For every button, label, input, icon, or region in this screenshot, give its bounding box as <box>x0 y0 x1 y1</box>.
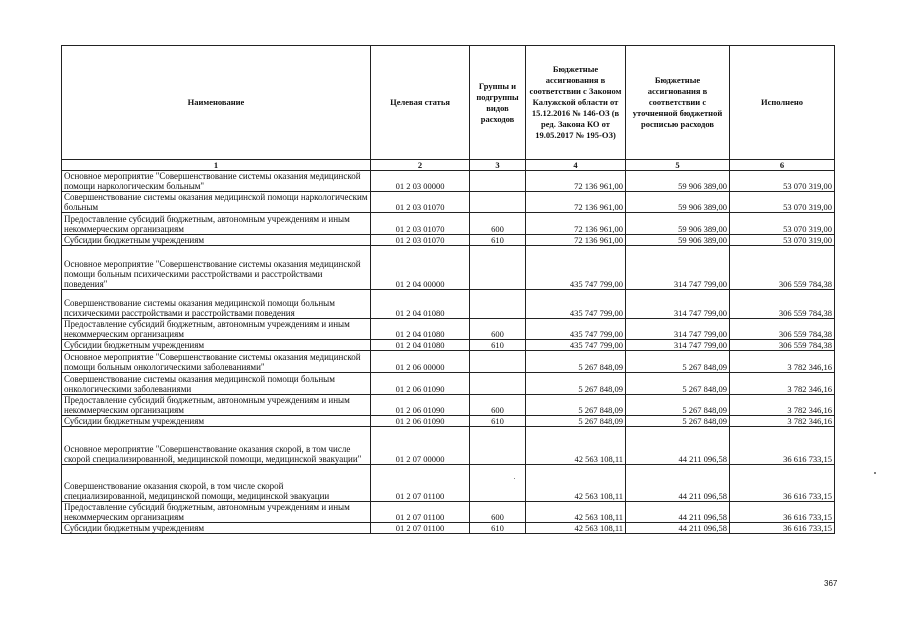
header-refined-allocations: Бюджетные ассигнования в соответствии с уточненной бюджетной росписью расходов <box>626 46 730 160</box>
row-target-article: 01 2 04 01080 <box>371 290 470 319</box>
row-law-allocation: 42 563 108,11 <box>526 523 626 534</box>
table-row <box>62 246 835 290</box>
column-number: 6 <box>730 160 835 171</box>
row-target-article: 01 2 03 00000 <box>371 171 470 192</box>
row-name: Предоставление субсидий бюджетным, автономным учреждениям и иным некоммерческим организациям <box>62 502 371 523</box>
row-name: Основное мероприятие "Совершенствование системы оказания медицинской помощи больным психическими расстройствами и расстройствами поведения" <box>62 246 371 290</box>
table-row <box>62 290 835 319</box>
row-name: Предоставление субсидий бюджетным, автономным учреждениям и иным некоммерческим организациям <box>62 319 371 340</box>
row-name: Совершенствование оказания скорой, в том числе скорой специализированной, медицинской помощи, медицинской эвакуации <box>62 465 371 502</box>
header-executed: Исполнено <box>730 46 835 160</box>
row-expense-group: 610 <box>470 416 526 427</box>
row-target-article: 01 2 04 00000 <box>371 246 470 290</box>
row-target-article: 01 2 06 00000 <box>371 351 470 373</box>
row-executed: 53 070 319,00 <box>730 171 835 192</box>
row-executed: 306 559 784,38 <box>730 340 835 351</box>
table-row <box>62 523 835 534</box>
row-refined-allocation: 314 747 799,00 <box>626 340 730 351</box>
row-name: Субсидии бюджетным учреждениям <box>62 416 371 427</box>
row-law-allocation: 435 747 799,00 <box>526 246 626 290</box>
column-number: 4 <box>526 160 626 171</box>
row-refined-allocation: 59 906 389,00 <box>626 213 730 235</box>
row-name: Совершенствование системы оказания медицинской помощи больным психическими расстройствами и расстройствами поведения <box>62 290 371 319</box>
table-row <box>62 192 835 213</box>
row-refined-allocation: 59 906 389,00 <box>626 171 730 192</box>
row-name: Субсидии бюджетным учреждениям <box>62 235 371 246</box>
header-name: Наименование <box>62 46 371 160</box>
table-row <box>62 465 835 502</box>
row-expense-group: 600 <box>470 502 526 523</box>
row-executed: 3 782 346,16 <box>730 416 835 427</box>
row-expense-group <box>470 427 526 465</box>
row-refined-allocation: 44 211 096,58 <box>626 427 730 465</box>
row-target-article: 01 2 07 01100 <box>371 523 470 534</box>
row-refined-allocation: 5 267 848,09 <box>626 395 730 416</box>
row-refined-allocation: 59 906 389,00 <box>626 192 730 213</box>
row-target-article: 01 2 07 01100 <box>371 465 470 502</box>
page-number: 367 <box>824 579 838 588</box>
row-executed: 3 782 346,16 <box>730 373 835 395</box>
table-row <box>62 416 835 427</box>
table-row <box>62 235 835 246</box>
row-name: Совершенствование системы оказания медицинской помощи наркологическим больным <box>62 192 371 213</box>
table-row <box>62 319 835 340</box>
row-refined-allocation: 5 267 848,09 <box>626 351 730 373</box>
row-target-article: 01 2 04 01080 <box>371 319 470 340</box>
table-row <box>62 340 835 351</box>
row-target-article: 01 2 07 00000 <box>371 427 470 465</box>
column-number: 1 <box>62 160 371 171</box>
scan-speck <box>514 478 515 479</box>
row-expense-group <box>470 246 526 290</box>
table-row <box>62 395 835 416</box>
row-law-allocation: 72 136 961,00 <box>526 192 626 213</box>
header-row <box>62 46 835 160</box>
table-row <box>62 351 835 373</box>
row-executed: 306 559 784,38 <box>730 246 835 290</box>
row-law-allocation: 5 267 848,09 <box>526 351 626 373</box>
header-law-allocations: Бюджетные ассигнования в соответствии с Законом Калужской области от 15.12.2016 № 146-ОЗ (в ред. Закона КО от 19.05.2017 № 195-ОЗ) <box>526 46 626 160</box>
row-law-allocation: 42 563 108,11 <box>526 502 626 523</box>
row-expense-group: 610 <box>470 340 526 351</box>
table-row <box>62 427 835 465</box>
row-target-article: 01 2 03 01070 <box>371 192 470 213</box>
table-body <box>62 171 835 534</box>
row-executed: 36 616 733,15 <box>730 465 835 502</box>
row-refined-allocation: 314 747 799,00 <box>626 246 730 290</box>
row-expense-group <box>470 373 526 395</box>
row-name: Основное мероприятие "Совершенствование системы оказания медицинской помощи больным онкологическими заболеваниями" <box>62 351 371 373</box>
table-row <box>62 213 835 235</box>
row-expense-group <box>470 171 526 192</box>
row-name: Совершенствование системы оказания медицинской помощи больным онкологическими заболеваниями <box>62 373 371 395</box>
row-name: Субсидии бюджетным учреждениям <box>62 340 371 351</box>
row-name: Предоставление субсидий бюджетным, автономным учреждениям и иным некоммерческим организациям <box>62 395 371 416</box>
row-refined-allocation: 44 211 096,58 <box>626 502 730 523</box>
row-expense-group: 600 <box>470 213 526 235</box>
row-law-allocation: 5 267 848,09 <box>526 416 626 427</box>
row-expense-group <box>470 351 526 373</box>
row-expense-group: 600 <box>470 319 526 340</box>
column-number: 3 <box>470 160 526 171</box>
row-law-allocation: 435 747 799,00 <box>526 319 626 340</box>
header-expense-groups: Группы и подгруппы видов расходов <box>470 46 526 160</box>
row-target-article: 01 2 06 01090 <box>371 395 470 416</box>
row-refined-allocation: 314 747 799,00 <box>626 290 730 319</box>
row-law-allocation: 5 267 848,09 <box>526 395 626 416</box>
row-refined-allocation: 59 906 389,00 <box>626 235 730 246</box>
row-executed: 53 070 319,00 <box>730 235 835 246</box>
row-law-allocation: 42 563 108,11 <box>526 427 626 465</box>
row-expense-group <box>470 192 526 213</box>
row-law-allocation: 72 136 961,00 <box>526 213 626 235</box>
row-refined-allocation: 314 747 799,00 <box>626 319 730 340</box>
column-number-row <box>62 160 835 171</box>
row-executed: 36 616 733,15 <box>730 523 835 534</box>
row-target-article: 01 2 07 01100 <box>371 502 470 523</box>
row-name: Предоставление субсидий бюджетным, автономным учреждениям и иным некоммерческим организациям <box>62 213 371 235</box>
row-expense-group <box>470 465 526 502</box>
row-law-allocation: 72 136 961,00 <box>526 235 626 246</box>
row-expense-group <box>470 290 526 319</box>
row-executed: 36 616 733,15 <box>730 502 835 523</box>
table-row <box>62 502 835 523</box>
row-executed: 53 070 319,00 <box>730 192 835 213</box>
row-target-article: 01 2 04 01080 <box>371 340 470 351</box>
row-target-article: 01 2 06 01090 <box>371 416 470 427</box>
row-target-article: 01 2 06 01090 <box>371 373 470 395</box>
row-executed: 53 070 319,00 <box>730 213 835 235</box>
row-law-allocation: 5 267 848,09 <box>526 373 626 395</box>
row-executed: 306 559 784,38 <box>730 290 835 319</box>
row-refined-allocation: 5 267 848,09 <box>626 416 730 427</box>
row-name: Субсидии бюджетным учреждениям <box>62 523 371 534</box>
row-law-allocation: 42 563 108,11 <box>526 465 626 502</box>
row-law-allocation: 435 747 799,00 <box>526 290 626 319</box>
row-law-allocation: 435 747 799,00 <box>526 340 626 351</box>
row-expense-group: 610 <box>470 235 526 246</box>
row-refined-allocation: 44 211 096,58 <box>626 523 730 534</box>
table-row <box>62 373 835 395</box>
scan-speck <box>874 472 876 474</box>
row-target-article: 01 2 03 01070 <box>371 213 470 235</box>
column-number: 5 <box>626 160 730 171</box>
row-expense-group: 610 <box>470 523 526 534</box>
row-name: Основное мероприятие "Совершенствование системы оказания медицинской помощи наркологическим больным" <box>62 171 371 192</box>
row-executed: 36 616 733,15 <box>730 427 835 465</box>
table-row <box>62 171 835 192</box>
row-name: Основное мероприятие "Совершенствование оказания скорой, в том числе скорой специализированной, медицинской помощи, медицинской эвакуации" <box>62 427 371 465</box>
row-executed: 3 782 346,16 <box>730 351 835 373</box>
row-expense-group: 600 <box>470 395 526 416</box>
column-number: 2 <box>371 160 470 171</box>
header-target-article: Целевая статья <box>371 46 470 160</box>
row-refined-allocation: 44 211 096,58 <box>626 465 730 502</box>
row-executed: 3 782 346,16 <box>730 395 835 416</box>
row-refined-allocation: 5 267 848,09 <box>626 373 730 395</box>
row-law-allocation: 72 136 961,00 <box>526 171 626 192</box>
row-executed: 306 559 784,38 <box>730 319 835 340</box>
budget-table <box>61 45 835 534</box>
row-target-article: 01 2 03 01070 <box>371 235 470 246</box>
